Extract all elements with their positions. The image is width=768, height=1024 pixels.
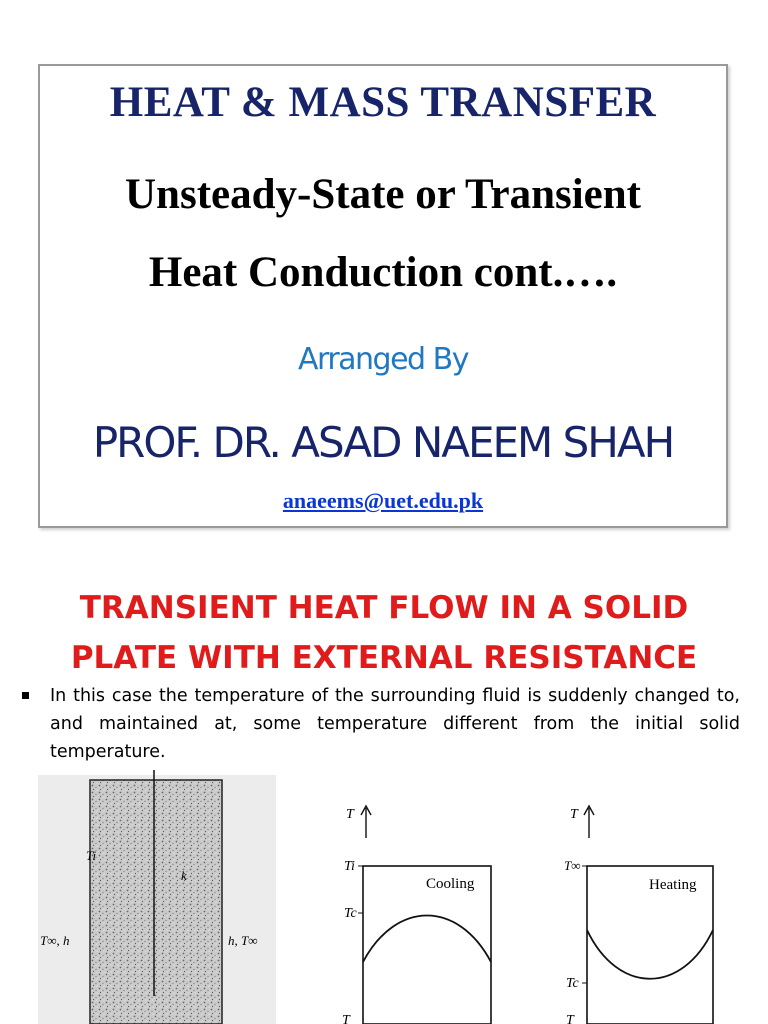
cooling-ti-label: Ti xyxy=(344,859,355,874)
heating-bottom-label: T xyxy=(566,1013,574,1024)
bullet-paragraph: In this case the temperature of the surrounding fluid is suddenly changed to, and maintained at, some temperature different from the initial solid temperature. xyxy=(50,686,740,762)
plate-right-fluid-label: h, T∞ xyxy=(228,933,258,948)
cooling-profile-curve xyxy=(363,916,491,963)
cooling-axis-label: T xyxy=(346,807,354,822)
title-box xyxy=(38,64,728,528)
heating-profile-curve xyxy=(587,930,713,979)
section-heading-line-2: PLATE WITH EXTERNAL RESISTANCE xyxy=(70,640,698,676)
cooling-bottom-label: T xyxy=(342,1013,350,1024)
section-heading-line-1: TRANSIENT HEAT FLOW IN A SOLID xyxy=(79,590,689,626)
plate-ti-label: Ti xyxy=(86,848,97,863)
cooling-tc-label: Tc xyxy=(344,906,357,921)
arranged-by: Arranged By xyxy=(298,342,468,377)
figure-transient-plate xyxy=(0,768,768,1024)
topic-line-2: Heat Conduction cont.…. xyxy=(148,249,618,296)
heating-label: Heating xyxy=(649,877,697,893)
plate-body xyxy=(90,780,222,1024)
author-email-link[interactable]: anaeems@uet.edu.pk xyxy=(282,488,484,513)
plate-left-fluid-label: T∞, h xyxy=(40,933,70,948)
heating-axis-label: T xyxy=(570,807,578,822)
topic-line-1: Unsteady-State or Transient xyxy=(125,171,641,218)
author-name: PROF. DR. ASAD NAEEM SHAH xyxy=(92,418,674,467)
bullet-square-icon xyxy=(22,692,29,699)
plate-k-label: k xyxy=(181,868,187,883)
course-title: HEAT & MASS TRANSFER xyxy=(109,79,657,126)
heating-tinf-label: T∞ xyxy=(564,858,581,873)
heating-tc-label: Tc xyxy=(566,976,579,991)
cooling-label: Cooling xyxy=(426,876,475,892)
